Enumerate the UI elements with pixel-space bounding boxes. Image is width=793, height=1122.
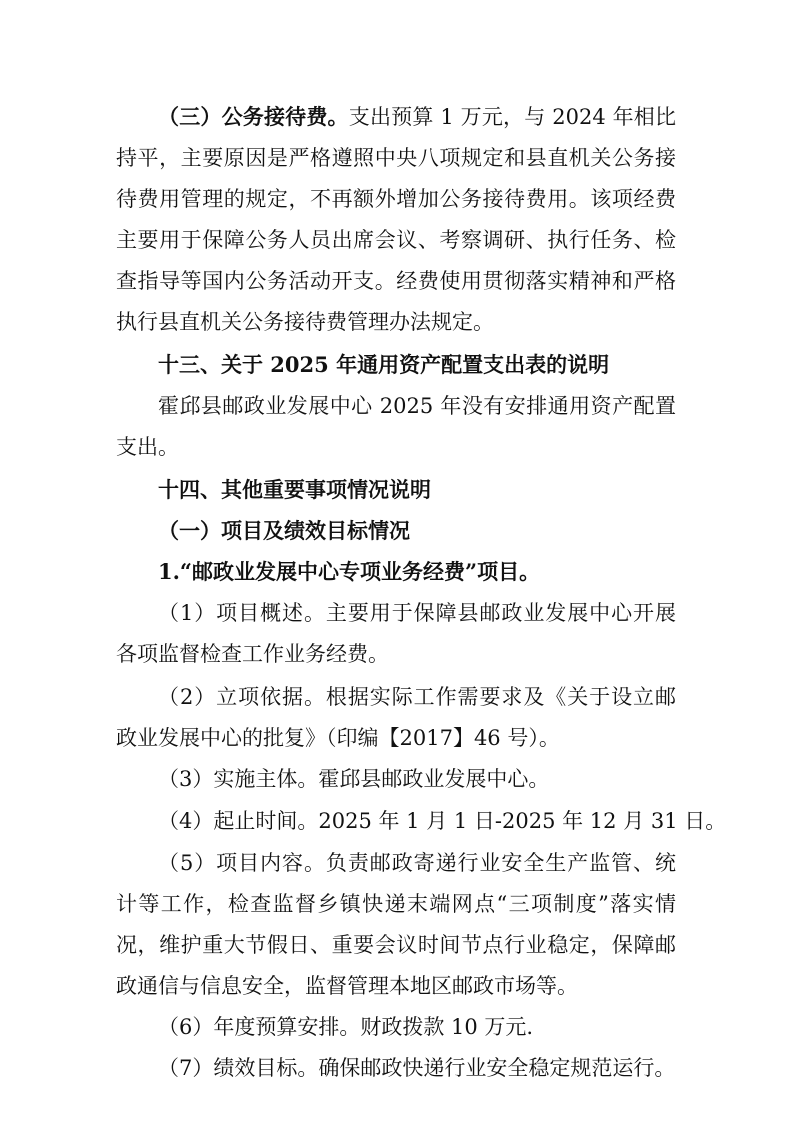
paragraph-line: 政业发展中心的批复》（印编【2017】46 号）。 bbox=[116, 726, 560, 750]
paragraph-line: （7）绩效目标。确保邮政快递行业安全稳定规范运行。 bbox=[158, 1056, 676, 1080]
paragraph-line: 执行县直机关公务接待费管理办法规定。 bbox=[116, 310, 494, 334]
paragraph-line: 支出。 bbox=[116, 435, 179, 459]
paragraph-line: 主要用于保障公务人员出席会议、考察调研、执行任务、检 bbox=[116, 228, 676, 252]
section-heading-14: 十四、其他重要事项情况说明 bbox=[158, 477, 431, 502]
paragraph-line: 政通信与信息安全，监督管理本地区邮政市场等。 bbox=[116, 974, 578, 998]
paragraph-line: （2）立项依据。根据实际工作需要求及《关于设立邮 bbox=[158, 685, 676, 709]
paragraph-line: 计等工作，检查监督乡镇快递末端网点“三项制度”落实情 bbox=[116, 892, 676, 916]
reception-fee-heading: （三）公务接待费。 bbox=[158, 104, 349, 129]
paragraph-line: （6）年度预算安排。财政拨款 10 万元. bbox=[158, 1015, 534, 1039]
paragraph-line: （3）实施主体。霍邱县邮政业发展中心。 bbox=[158, 767, 550, 791]
paragraph-line: 况，维护重大节假日、重要会议时间节点行业稳定，保障邮 bbox=[116, 933, 676, 957]
section-heading-13: 十三、关于 2025 年通用资产配置支出表的说明 bbox=[158, 352, 610, 377]
paragraph-line: 各项监督检查工作业务经费。 bbox=[116, 642, 389, 666]
paragraph-reception-fee-line-1: （三）公务接待费。支出预算 1 万元，与 2024 年相比 bbox=[158, 104, 676, 129]
paragraph-line: （1）项目概述。主要用于保障县邮政业发展中心开展 bbox=[158, 601, 676, 625]
paragraph-line: 待费用管理的规定，不再额外增加公务接待费用。该项经费 bbox=[116, 187, 676, 211]
paragraph-line: 霍邱县邮政业发展中心 2025 年没有安排通用资产配置 bbox=[158, 394, 676, 418]
paragraph-line: 查指导等国内公务活动开支。经费使用贯彻落实精神和严格 bbox=[116, 269, 676, 293]
paragraph-line: （5）项目内容。负责邮政寄递行业安全生产监管、统 bbox=[158, 851, 676, 875]
paragraph-line: （4）起止时间。2025 年 1 月 1 日-2025 年 12 月 31 日。 bbox=[158, 809, 727, 833]
paragraph-line: 持平，主要原因是严格遵照中央八项规定和县直机关公务接 bbox=[116, 146, 676, 170]
project-heading: 1.“邮政业发展中心专项业务经费”项目。 bbox=[158, 559, 541, 584]
subsection-heading: （一）项目及绩效目标情况 bbox=[158, 518, 410, 543]
